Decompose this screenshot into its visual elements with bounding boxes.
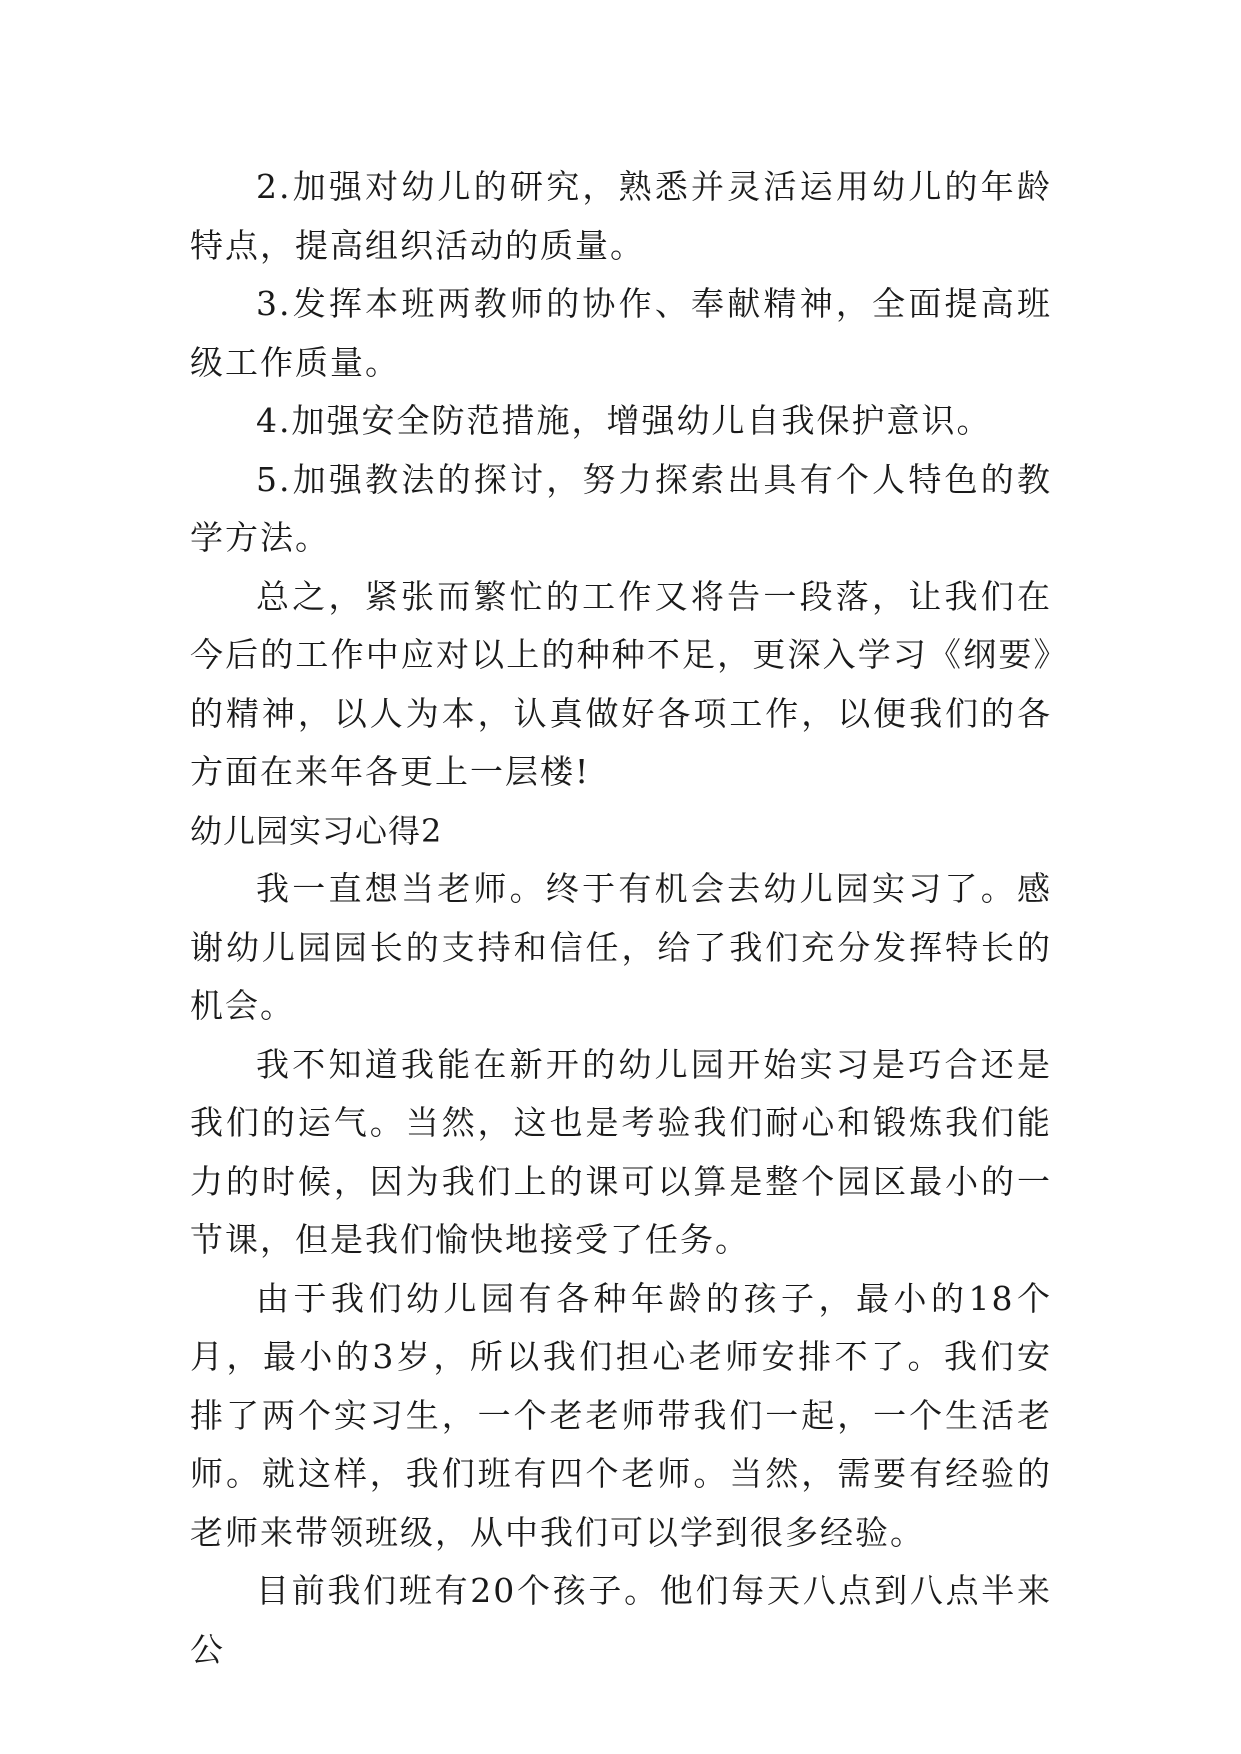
section-heading: 幼儿园实习心得2 <box>190 811 443 850</box>
paragraph-class-size: 目前我们班有20个孩子。他们每天八点到八点半来公 <box>190 1571 1052 1669</box>
paragraph-item-4: 4.加强安全防范措施，增强幼儿自我保护意识。 <box>256 401 992 440</box>
document-body <box>190 158 1052 1679</box>
paragraph-new-kindergarten: 我不知道我能在新开的幼儿园开始实习是巧合还是我们的运气。当然，这也是考验我们耐心和锻炼我们能力的时候，因为我们上的课可以算是整个园区最小的一节课，但是我们愉快地接受了任务。 <box>190 1044 1052 1259</box>
paragraph-intro: 我一直想当老师。终于有机会去幼儿园实习了。感谢幼儿园园长的支持和信任，给了我们充分发挥特长的机会。 <box>190 869 1052 1025</box>
paragraph-item-3: 3.发挥本班两教师的协作、奉献精神，全面提高班级工作质量。 <box>190 284 1052 382</box>
paragraph-item-2: 2.加强对幼儿的研究，熟悉并灵活运用幼儿的年龄特点，提高组织活动的质量。 <box>190 167 1052 265</box>
paragraph-class-arrangement: 由于我们幼儿园有各种年龄的孩子，最小的18个月，最小的3岁，所以我们担心老师安排不了。我们安排了两个实习生，一个老老师带我们一起，一个生活老师。就这样，我们班有四个老师。当然，需要有经验的老师来带领班级，从中我们可以学到很多经验。 <box>190 1278 1052 1552</box>
paragraph-item-5: 5.加强教法的探讨，努力探索出具有个人特色的教学方法。 <box>190 459 1052 557</box>
paragraph-summary: 总之，紧张而繁忙的工作又将告一段落，让我们在今后的工作中应对以上的种种不足，更深入学习《纲要》的精神，以人为本，认真做好各项工作，以便我们的各方面在来年各更上一层楼! <box>190 576 1052 791</box>
